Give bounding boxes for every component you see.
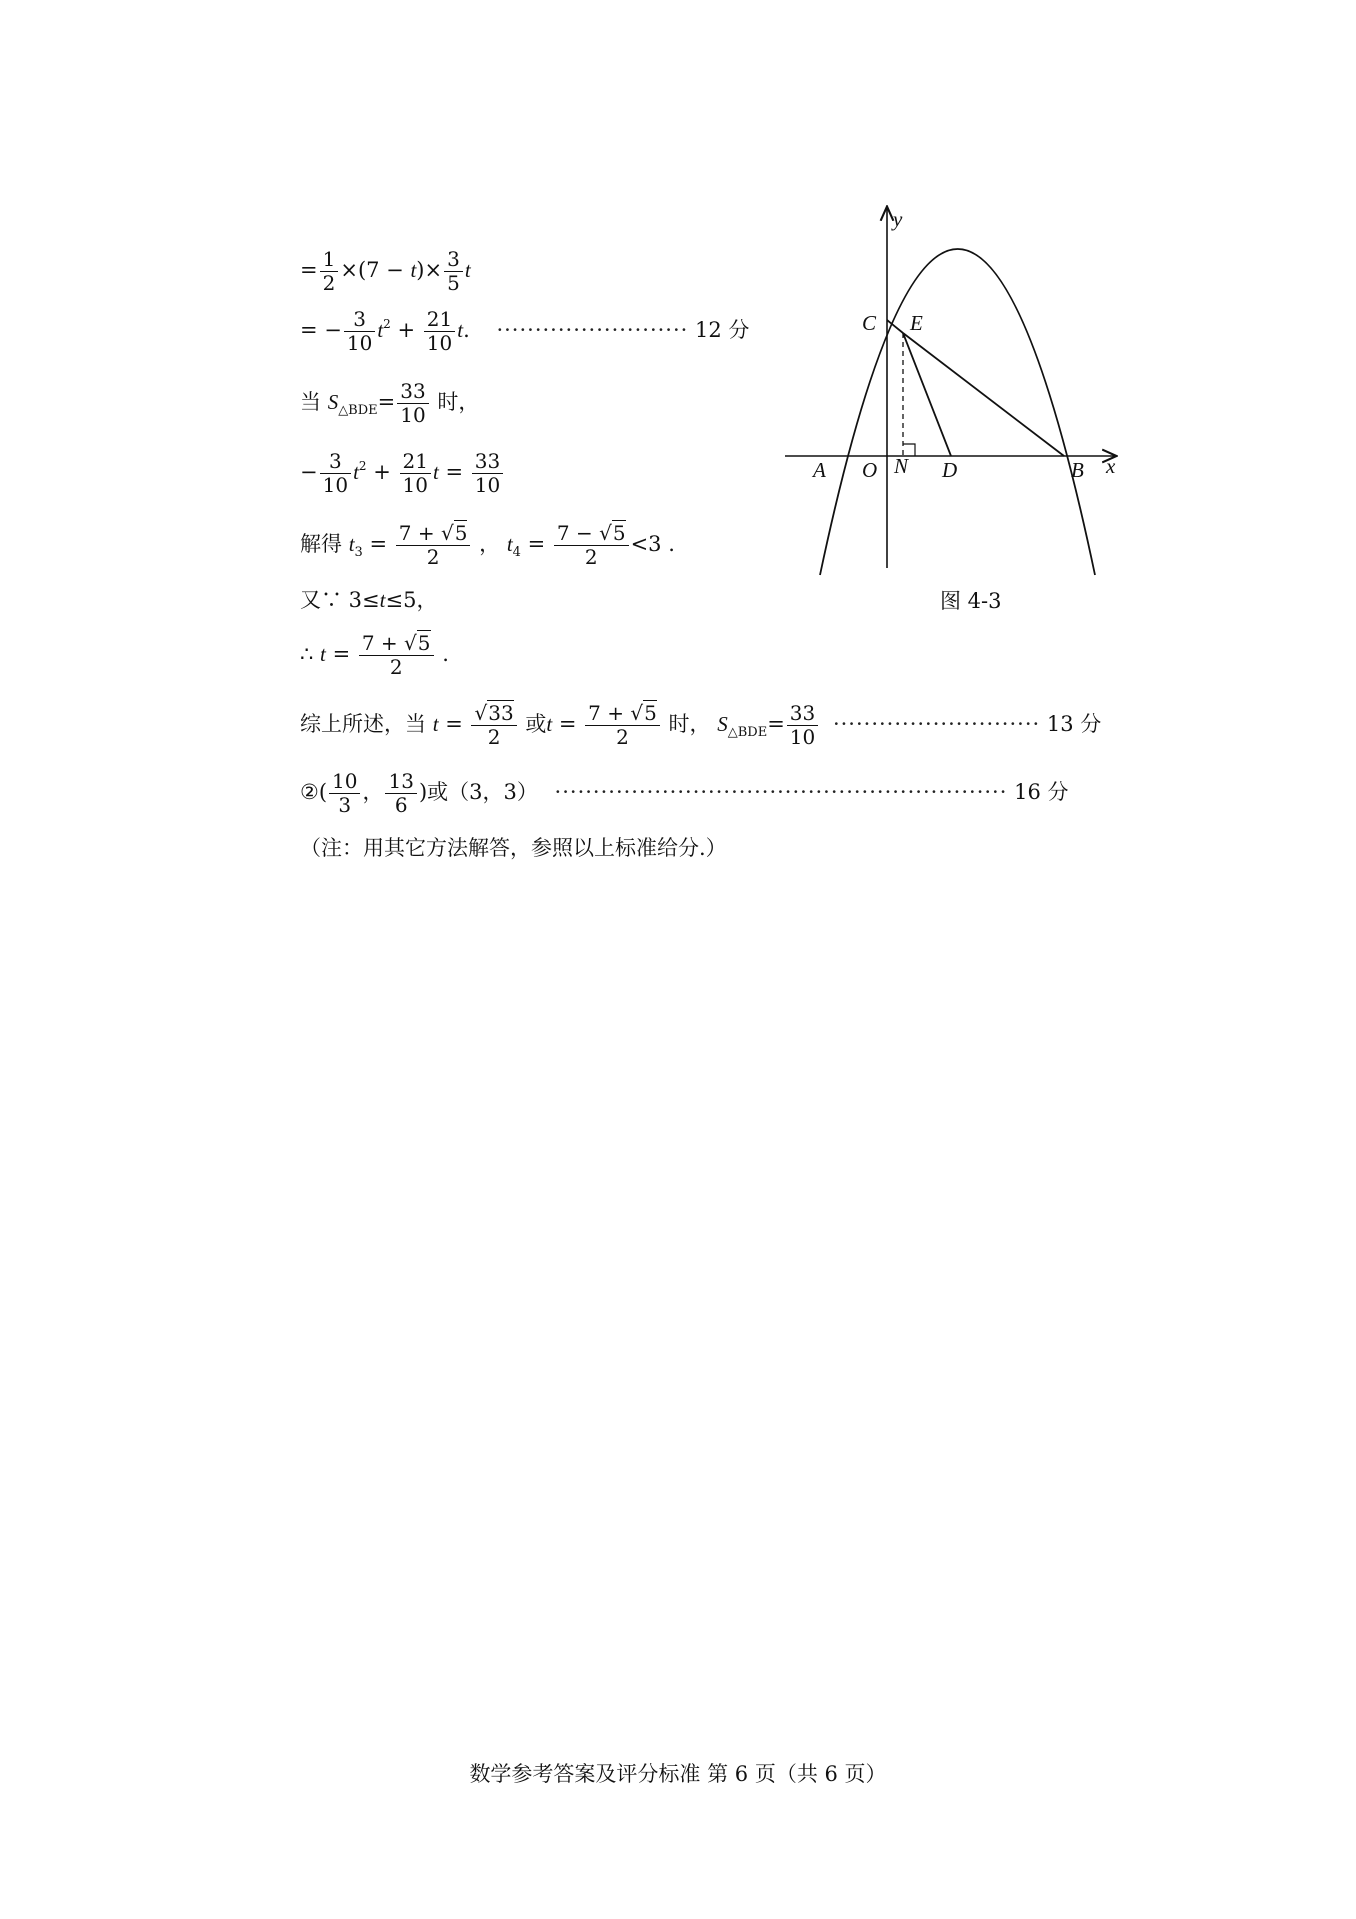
score-label: 12 分 <box>695 318 750 342</box>
parabola <box>820 249 1095 575</box>
fraction: $\frac{21}{10}$ <box>400 450 431 497</box>
label-A: A <box>813 458 826 482</box>
var-S: S <box>327 390 339 414</box>
fraction: $\frac{33}{10}$ <box>397 380 428 427</box>
var-t: t <box>546 712 553 736</box>
times-term: )× <box>416 258 443 282</box>
minus-sign: − <box>300 460 318 484</box>
equals-sign: = <box>362 532 394 556</box>
var-t: t <box>320 642 326 666</box>
fraction: $\frac{33}{10}$ <box>472 450 503 497</box>
plus-sign: + <box>366 460 398 484</box>
subscript: △BDE <box>727 725 768 740</box>
therefore-sign: ∴ <box>300 642 321 666</box>
plus-sign: + <box>390 318 422 342</box>
var-t: t <box>457 318 464 342</box>
label-B: B <box>1071 458 1084 482</box>
score-label: 13 分 <box>1046 712 1102 736</box>
var-t: t <box>410 258 417 282</box>
equals-sign: = <box>300 258 318 282</box>
equals-sign: = <box>325 642 357 666</box>
text: 时， <box>430 390 480 414</box>
period: . <box>435 642 449 666</box>
note-text: （注：用其它方法解答，参照以上标准给分.） <box>300 836 727 860</box>
text: )或（3，3） <box>418 780 538 804</box>
text: ≤5， <box>385 588 438 612</box>
equals-sign: = <box>438 460 470 484</box>
fraction: $\frac{13}{6}$ <box>385 770 416 817</box>
label-E: E <box>910 311 923 335</box>
label-x: x <box>1106 454 1116 478</box>
equals-minus: = − <box>300 318 342 342</box>
label-y: y <box>893 207 903 231</box>
subscript: △BDE <box>338 403 378 418</box>
fraction: $\frac{21}{10}$ <box>424 308 455 355</box>
label-N: N <box>894 454 909 478</box>
text: 时， <box>661 712 718 736</box>
fraction: $\frac{3}{10}$ <box>344 308 375 355</box>
fraction: $\frac{33}{10}$ <box>787 702 818 749</box>
var-t: t <box>464 258 471 282</box>
equals-sign: = <box>377 390 396 414</box>
label-O: O <box>862 458 878 482</box>
fraction: $\frac{10}{3}$ <box>329 770 360 817</box>
leader-dots: ························· <box>496 318 689 342</box>
text: ②( <box>300 780 328 804</box>
var-t: t <box>432 460 439 484</box>
var-S: S <box>717 712 728 736</box>
fraction: $\frac{7 + √5}{2}$ <box>359 632 434 679</box>
text: 当 <box>300 390 328 414</box>
fraction: $\frac{7 + √5}{2}$ <box>396 522 471 569</box>
fraction-three-fifths: $\frac{3}{5}$ <box>444 248 463 295</box>
times-term: ×(7 − <box>340 258 411 282</box>
text: <3 . <box>630 532 675 556</box>
figure-caption: 图 4-3 <box>940 589 1002 613</box>
equals-sign: = <box>767 712 785 736</box>
label-C: C <box>862 311 877 335</box>
fraction: $\frac{7 - √5}{2}$ <box>554 522 629 569</box>
fraction: $\frac{√33}{2}$ <box>471 702 516 749</box>
label-D: D <box>942 458 958 482</box>
var-t: t <box>377 318 384 342</box>
var-t: t <box>432 712 439 736</box>
text: 综上所述，当 <box>300 712 433 736</box>
subscript: 3 <box>354 545 363 560</box>
equals-sign: = <box>520 532 552 556</box>
equals-sign: = <box>438 712 470 736</box>
text: 又∵ 3≤ <box>300 588 380 612</box>
fraction-one-half: $\frac{1}{2}$ <box>320 248 339 295</box>
var-t: t <box>353 460 359 484</box>
leader-dots: ··························· <box>832 712 1041 736</box>
fraction: $\frac{3}{10}$ <box>320 450 351 497</box>
period: . <box>463 318 470 342</box>
text: 或 <box>518 712 547 736</box>
text: 解得 <box>300 532 349 556</box>
leader-dots: ··························································· <box>554 780 1008 804</box>
var-t: t <box>348 532 355 556</box>
exponent: 2 <box>383 317 391 331</box>
exponent: 2 <box>358 459 367 473</box>
comma: ， <box>362 780 384 804</box>
page-footer: 数学参考答案及评分标准 第 6 页（共 6 页） <box>469 1762 887 1786</box>
separator: ， <box>472 532 507 556</box>
score-label: 16 分 <box>1014 780 1069 804</box>
fraction: $\frac{7 + √5}{2}$ <box>585 702 660 749</box>
var-t: t <box>379 588 386 612</box>
subscript: 4 <box>512 545 521 560</box>
equals-sign: = <box>552 712 584 736</box>
var-t: t <box>506 532 513 556</box>
